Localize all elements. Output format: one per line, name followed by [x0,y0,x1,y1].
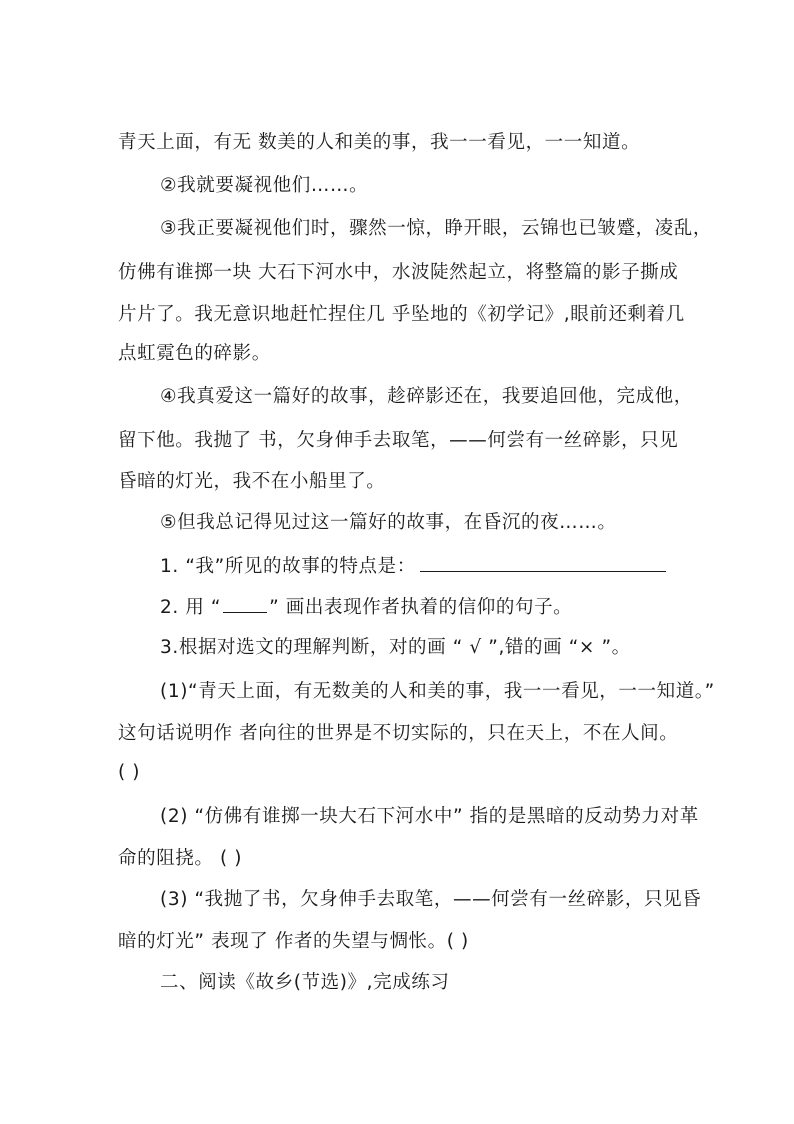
passage-paragraph-3: ③我正要凝视他们时，骤然一惊，睁开眼，云锦也已皱蹙，凌乱， [160,218,712,239]
question-3-3: (3) “我抛了书，欠身伸手去取笔，——何尝有一丝碎影，只见昏 [160,889,702,910]
passage-line: 青天上面，有无 数美的人和美的事，我一一看见，一一知道。 [118,132,641,153]
passage-paragraph-4: ④我真爱这一篇好的故事，趁碎影还在，我要追回他，完成他， [160,386,693,407]
question-3-2: (2) “仿佛有谁掷一块大石下河水中” 指的是黑暗的反动势力对革 [160,806,699,827]
answer-blank[interactable] [420,553,666,572]
question-3-1: (1)“青天上面，有无数美的人和美的事，我一一看见，一一知道。” [160,681,715,702]
question-3-3-cont[interactable]: 暗的灯光” 表现了 作者的失望与惆怅。( ) [118,931,469,952]
passage-line: 仿佛有谁掷一块 大石下河水中，水波陡然起立，将整篇的影子撕成 [118,262,679,283]
passage-line: 昏暗的灯光，我不在小船里了。 [118,471,386,492]
passage-line: 片片了。我无意识地赶忙捏住几 乎坠地的《初学记》,眼前还剩着几 [118,304,685,325]
passage-line: 留下他。我抛了 书，欠身伸手去取笔，——何尝有一丝碎影，只见 [118,430,679,451]
question-3-1-cont: 这句话说明作 者向往的世界是不切实际的，只在天上，不在人间。 [118,723,679,744]
passage-line: 点虹霓色的碎影。 [118,343,271,364]
question-3-2-cont[interactable]: 命的阻挠。 ( ) [118,848,243,869]
question-2-pre: 2. 用 “ [160,597,222,618]
passage-paragraph-2: ②我就要凝视他们……。 [160,175,369,196]
answer-parentheses[interactable]: ( ) [118,762,141,783]
question-1-text: 1. “我”所见的故事的特点是： [160,556,416,577]
question-1 [160,553,720,580]
question-2-post: ” 画出表现作者执着的信仰的句子。 [269,597,573,618]
question-2 [160,594,720,621]
section-2-heading: 二、阅读《故乡(节选)》,完成练习 [160,972,450,993]
underline-sample [223,594,267,613]
passage-paragraph-5: ⑤但我总记得见过这一篇好的故事，在昏沉的夜……。 [160,512,617,533]
question-3: 3.根据对选文的理解判断，对的画 “ √ ”,错的画 “× ”。 [160,637,631,658]
